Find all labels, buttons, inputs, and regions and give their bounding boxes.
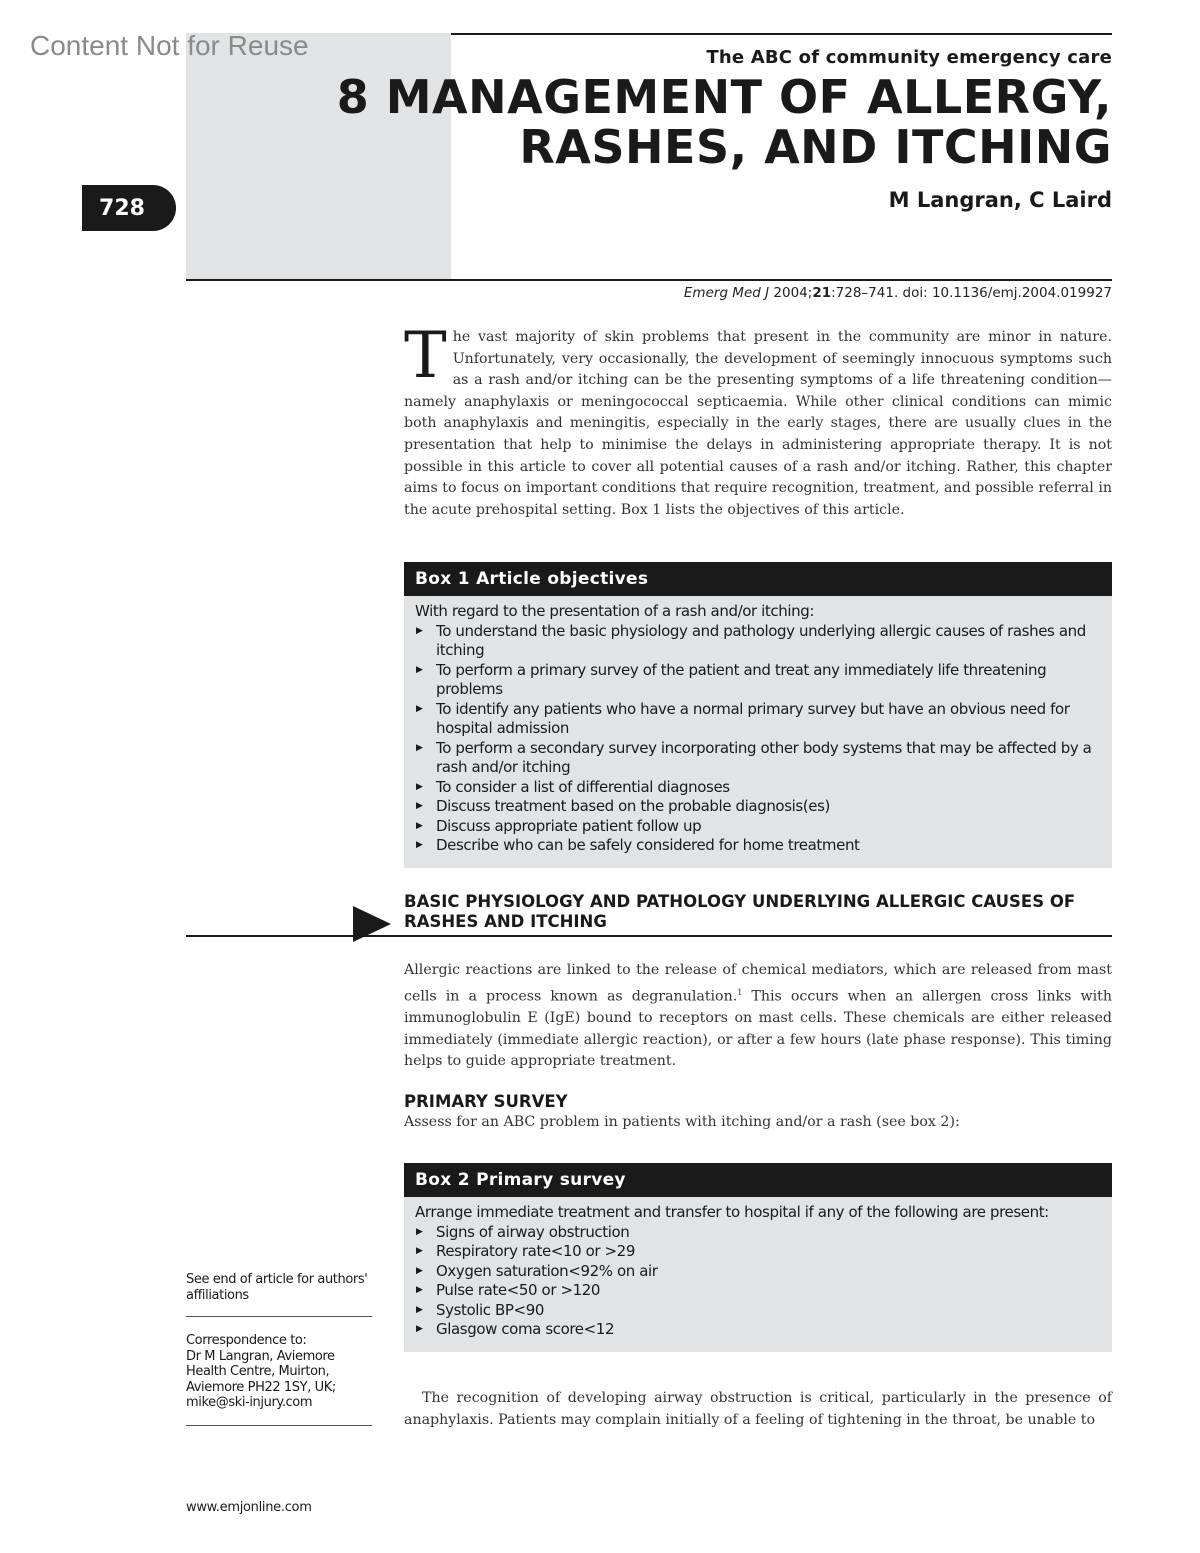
correspondence-line: Aviemore PH22 1SY, UK; xyxy=(186,1379,336,1395)
box1-item: ▶ To consider a list of differential diagnoses xyxy=(415,778,1101,798)
article-title-line2: RASHES, AND ITCHING xyxy=(519,120,1112,174)
physiology-text: Allergic reactions are linked to the release of chemical mediators, which are released from mast cells in a process known as degranulation. xyxy=(404,962,1112,1005)
box2-item: ▶ Oxygen saturation<92% on air xyxy=(415,1262,1101,1282)
citation-year: 2004; xyxy=(769,285,813,301)
article-title-line1: 8 MANAGEMENT OF ALLERGY, xyxy=(336,70,1112,124)
citation xyxy=(684,285,1112,301)
intro-text: he vast majority of skin problems that present in the community are minor in nature. Unfortunately, very occasionally, the development of seemingly innocuous symptoms such as a rash and/or itching can be the presenting symptoms of a life threatening condition—namely anaphylaxis or meningococcal septicaemia. While other clinical conditions can mimic both anaphylaxis and meningitis, especially in the early stages, there are usually clues in the presentation that help to minimise the delays in administering appropriate therapy. It is not possible in this article to cover all potential causes of a rash and/or itching. Rather, this chapter aims to focus on important conditions that require recognition, treatment, and possible referral in the acute prehospital setting. Box 1 lists the objectives of this article. xyxy=(404,329,1112,518)
box2-item: ▶ Systolic BP<90 xyxy=(415,1301,1101,1321)
series-title: The ABC of community emergency care xyxy=(706,47,1112,68)
box2-body xyxy=(404,1197,1112,1352)
box1-item: ▶ To understand the basic physiology and pathology underlying allergic causes of rashes and itching xyxy=(415,622,1101,661)
sidebar-rule xyxy=(186,1316,372,1317)
citation-pages-doi: :728–741. doi: 10.1136/emj.2004.019927 xyxy=(831,285,1112,301)
box1-body xyxy=(404,596,1112,868)
box1-list xyxy=(415,622,1101,856)
box-article-objectives xyxy=(404,562,1112,868)
box2-list xyxy=(415,1223,1101,1340)
physiology-paragraph xyxy=(404,960,1112,1073)
correspondence-email: mike@ski-injury.com xyxy=(186,1395,313,1410)
box1-item: ▶ To perform a primary survey of the patient and treat any immediately life threatening problems xyxy=(415,661,1101,700)
section-heading-line2: RASHES AND ITCHING xyxy=(404,912,607,931)
correspondence-label: Correspondence to: xyxy=(186,1333,307,1348)
correspondence-line: Health Centre, Muirton, xyxy=(186,1364,330,1379)
box1-item: ▶ Discuss treatment based on the probable diagnosis(es) xyxy=(415,797,1101,817)
affiliations-note: See end of article for authors' affiliations xyxy=(186,1272,368,1303)
sidebar-rule xyxy=(186,1425,372,1426)
box1-lead: With regard to the presentation of a rash and/or itching: xyxy=(415,602,814,620)
section-heading-line1: BASIC PHYSIOLOGY AND PATHOLOGY UNDERLYING ALLERGIC CAUSES OF xyxy=(404,892,1076,911)
watermark: Content Not for Reuse xyxy=(30,30,309,61)
correspondence-note xyxy=(186,1333,386,1411)
page-number-badge: 728 xyxy=(82,185,176,231)
intro-paragraph xyxy=(404,319,1112,521)
section-heading-primary-survey: PRIMARY SURVEY xyxy=(404,1092,568,1111)
section-heading-physiology xyxy=(404,892,1112,932)
citation-volume: 21 xyxy=(812,285,832,301)
correspondence-line: Dr M Langran, Aviemore xyxy=(186,1348,335,1364)
box2-item: ▶ Glasgow coma score<12 xyxy=(415,1320,1101,1340)
box1-title: Box 1 Article objectives xyxy=(404,562,1112,596)
box2-item: ▶ Signs of airway obstruction xyxy=(415,1223,1101,1243)
box2-item: ▶ Respiratory rate<10 or >29 xyxy=(415,1242,1101,1262)
box2-title: Box 2 Primary survey xyxy=(404,1163,1112,1197)
physiology-text-cont: This occurs when an allergen cross links with immunoglobulin E (IgE) bound to receptors on mast cells. These chemicals are either released immediately (immediate allergic reaction), or after a few hours (late phase response). This timing helps to guide appropriate treatment. xyxy=(404,988,1112,1070)
box2-item: ▶ Pulse rate<50 or >120 xyxy=(415,1281,1101,1301)
box2-lead: Arrange immediate treatment and transfer to hospital if any of the following are present: xyxy=(415,1203,1049,1221)
footer-url: www.emjonline.com xyxy=(186,1500,312,1515)
header-bottom-rule xyxy=(186,279,1112,281)
box1-item: ▶ To identify any patients who have a normal primary survey but have an obvious need for hospital admission xyxy=(415,700,1101,739)
section-arrow-icon xyxy=(353,906,391,942)
drop-cap: T xyxy=(404,319,447,393)
article-title xyxy=(337,72,1112,172)
box1-item: ▶ Describe who can be safely considered for home treatment xyxy=(415,836,1101,856)
reference-marker: 1 xyxy=(737,987,743,997)
primary-survey-text: Assess for an ABC problem in patients with itching and/or a rash (see box 2): xyxy=(404,1114,960,1130)
airway-paragraph: The recognition of developing airway obstruction is critical, particularly in the presence of anaphylaxis. Patients may complain initially of a feeling of tightening in the throat, be unable to xyxy=(404,1390,1112,1428)
article-authors: M Langran, C Laird xyxy=(888,188,1112,212)
citation-journal: Emerg Med J xyxy=(683,285,770,301)
box1-item: ▶ To perform a secondary survey incorporating other body systems that may be affected by a rash and/or itching xyxy=(415,739,1101,778)
box1-item: ▶ Discuss appropriate patient follow up xyxy=(415,817,1101,837)
section-rule xyxy=(186,935,1112,937)
header-top-rule xyxy=(451,33,1112,35)
box-primary-survey xyxy=(404,1163,1112,1352)
